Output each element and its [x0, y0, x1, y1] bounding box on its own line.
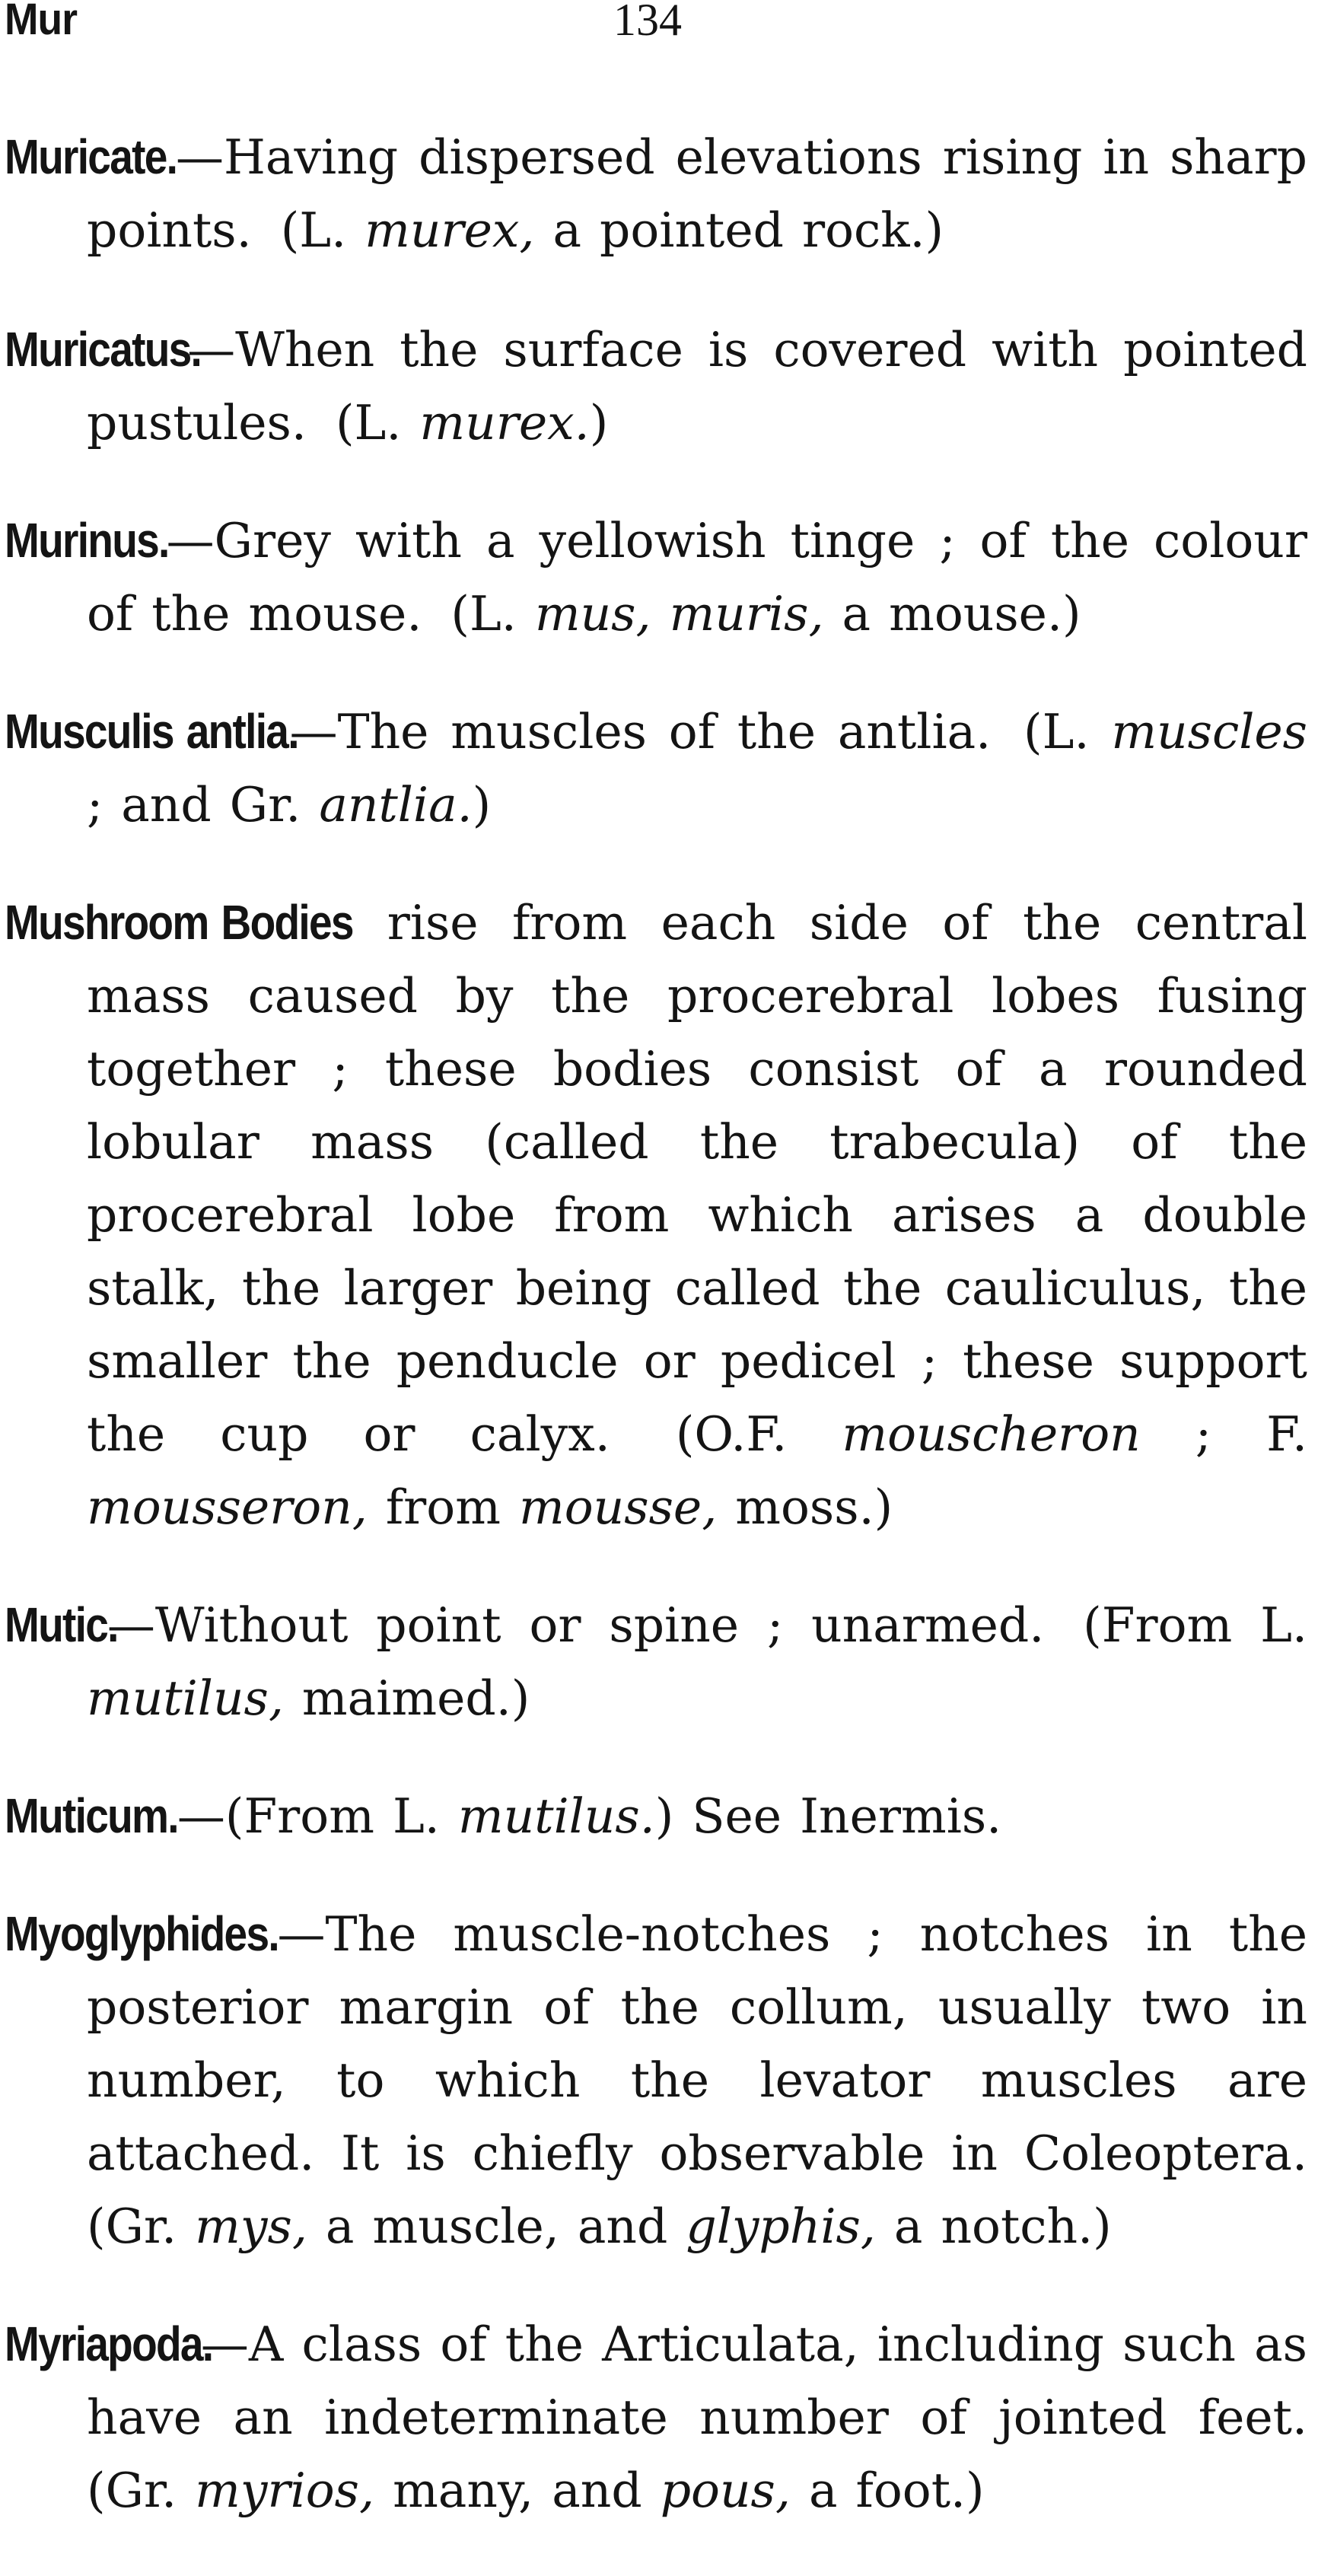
entry-myriapoda [5, 2307, 1307, 2527]
entry-myoglyphides [5, 1897, 1307, 2263]
etymology-mid: ; F. [1140, 1406, 1308, 1462]
entry-definition: —Without point or spine ; unarmed. [107, 1597, 1045, 1653]
entry-definition: —The muscles of the antlia. [289, 704, 992, 759]
etymology-word: murex, [365, 202, 535, 258]
entry-term: Myriapoda. [5, 2316, 213, 2371]
etymology-open: (Gr. [87, 2463, 196, 2518]
etymology-open: (O.F. [675, 1406, 842, 1462]
entry-term: Mushroom Bodies [5, 895, 353, 950]
etymology-word: mus, [534, 586, 651, 642]
etymology-rest: a mouse.) [823, 586, 1081, 642]
etymology-word-2: glyphis, [686, 2199, 876, 2254]
entry-definition: —Having dispersed elevations rising in sharp points. [87, 129, 1307, 258]
etymology-mid [651, 586, 670, 642]
entry-muticum [5, 1779, 1307, 1853]
etymology-word: myrios, [195, 2463, 375, 2518]
entry-term: Muticum. [5, 1788, 178, 1843]
etymology-rest: moss.) [717, 1479, 893, 1535]
etymology-word: muscles [1111, 704, 1308, 759]
entry-definition: rise from each side of the central mass caused by the procerebral lobes fusing together ; these bodies consist of a rounded lobular mass (called the trabecula) of the procerebral lobe from which arises a double stalk, the larger being called the cauliculus, the smaller the penducle or pedicel ; these support the cup or calyx. [87, 895, 1307, 1462]
etymology-mid: ; and Gr. [87, 777, 320, 833]
entry-term: Myoglyphides. [5, 1906, 279, 1961]
entry-mutic [5, 1588, 1307, 1735]
etymology-word: mys, [195, 2199, 307, 2254]
etymology-open: (L. [280, 202, 365, 258]
page-header [5, 0, 1307, 55]
etymology-rest: ) [589, 395, 609, 451]
entry-definition: —(From L. [177, 1788, 458, 1844]
etymology-open: (Gr. [87, 2199, 196, 2254]
etymology-word: mouscheron [842, 1406, 1141, 1462]
etymology-open: (L. [450, 586, 535, 642]
etymology-word: mutilus. [457, 1788, 655, 1844]
entry-term: Murinus. [5, 513, 169, 568]
etymology-word-2: antlia. [319, 777, 473, 833]
page-number: 134 [613, 0, 682, 45]
etymology-mid: many, and [374, 2463, 661, 2518]
entry-term: Mutic. [5, 1597, 118, 1652]
etymology-word: mutilus, [87, 1670, 284, 1726]
entry-definition: —A class of the Articulata, including such as have an indeterminate number of jointed feet. [87, 2316, 1307, 2445]
entry-murinus [5, 504, 1307, 651]
entry-term: Muricatus. [5, 322, 202, 377]
etymology-rest: a foot.) [790, 2463, 985, 2518]
entry-mushroom-bodies [5, 886, 1307, 1544]
etymology-open: (L. [335, 395, 420, 451]
etymology-open: (L. [1024, 704, 1112, 759]
entry-term: Musculis antlia. [5, 704, 298, 759]
etymology-open: (From L. [1083, 1597, 1307, 1653]
etymology-rest: ) See Inermis. [654, 1788, 1002, 1844]
etymology-word-2: muris, [669, 586, 824, 642]
etymology-mid-2: from [367, 1479, 519, 1535]
etymology-word-2: pous, [660, 2463, 791, 2518]
etymology-word-3: mousse, [519, 1479, 718, 1535]
entry-definition: —Grey with a yellowish tinge ; of the colour of the mouse. [87, 513, 1307, 642]
entry-muricate [5, 120, 1307, 267]
etymology-mid: a muscle, and [307, 2199, 686, 2254]
entry-term: Muricate. [5, 129, 177, 184]
entry-definition: —When the surface is covered with pointed pustules. [87, 322, 1307, 451]
etymology-rest: maimed.) [283, 1670, 530, 1726]
etymology-rest: a pointed rock.) [534, 202, 944, 258]
running-head: Mur [5, 0, 78, 44]
etymology-word: murex. [419, 395, 590, 451]
etymology-rest: ) [472, 777, 492, 833]
entry-definition: —The muscle-notches ; notches in the posterior margin of the collum, usually two in number, to which the levator muscles are attached. It is chiefly observable in Coleoptera. [87, 1906, 1307, 2181]
etymology-rest: a notch.) [875, 2199, 1112, 2254]
entry-muricatus [5, 313, 1307, 460]
entry-musculis-antlia [5, 695, 1307, 842]
etymology-word-2: mousseron, [87, 1479, 368, 1535]
